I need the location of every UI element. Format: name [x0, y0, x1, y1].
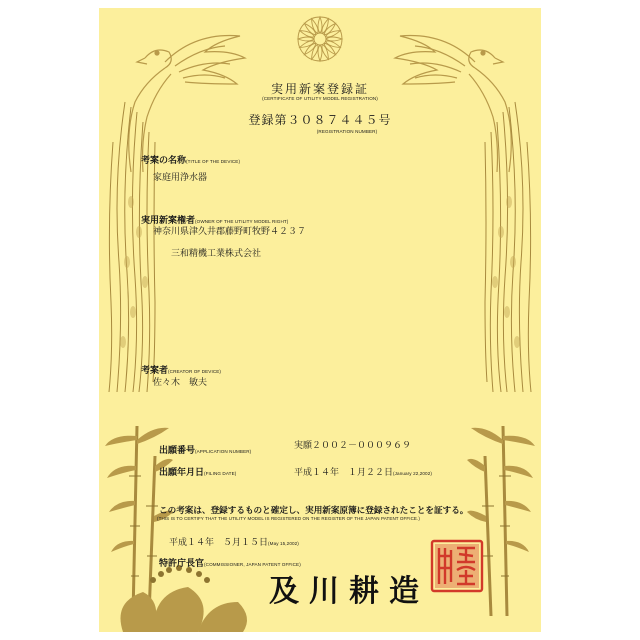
commissioner-signature: 及川耕造: [269, 574, 429, 609]
certify-text-en: (THIS IS TO CERTIFY THAT THE UTILITY MODEL IS REGISTERED ON THE REGISTER OF THE JAPAN PATENT OFFICE.): [157, 516, 420, 521]
certificate-title: 実用新案登録証: [270, 82, 369, 96]
application-number: 実願２００２－０００９６９: [294, 441, 412, 451]
official-seal-icon: [429, 538, 485, 594]
chrysanthemum-crest-icon: [295, 14, 345, 64]
owner-label: 実用新案権者(OWNER OF THE UTILITY MODEL RIGHT): [141, 216, 289, 226]
issue-date: 平成１４年 ５月１５日(May 15,2002): [169, 538, 299, 548]
commissioner-label: 特許庁長官(COMMISSIONER, JAPAN PATENT OFFICE): [159, 559, 301, 569]
filing-label: 出願年月日(FILING DATE): [159, 468, 237, 478]
registration-number: 登録第３０８７４４５号: [248, 113, 392, 127]
certify-text: この考案は、登録するものと確定し、実用新案原簿に登録されたことを証する。: [159, 506, 469, 516]
application-label: 出願番号(APPLICATION NUMBER): [159, 446, 252, 456]
filing-date: 平成１４年 １月２２日(January 22,2002): [294, 468, 432, 478]
creator-label: 考案者(CREATOR OF DEVICE): [141, 366, 222, 376]
device-label: 考案の名称(TITLE OF THE DEVICE): [141, 156, 241, 166]
creator-name: 佐々木 敏夫: [153, 378, 208, 388]
certificate-title-en: (CERTIFICATE OF UTILITY MODEL REGISTRATION): [262, 96, 378, 101]
device-title: 家庭用浄水器: [153, 173, 208, 183]
paulownia-icon: [113, 562, 253, 632]
owner-company: 三和精機工業株式会社: [171, 249, 262, 259]
registration-number-en: (REGISTRATION NUMBER): [316, 129, 378, 134]
owner-address: 神奈川県津久井郡藤野町牧野４２３７: [153, 227, 307, 237]
certificate-sheet: [99, 8, 541, 632]
phoenix-right-icon: [385, 22, 535, 402]
